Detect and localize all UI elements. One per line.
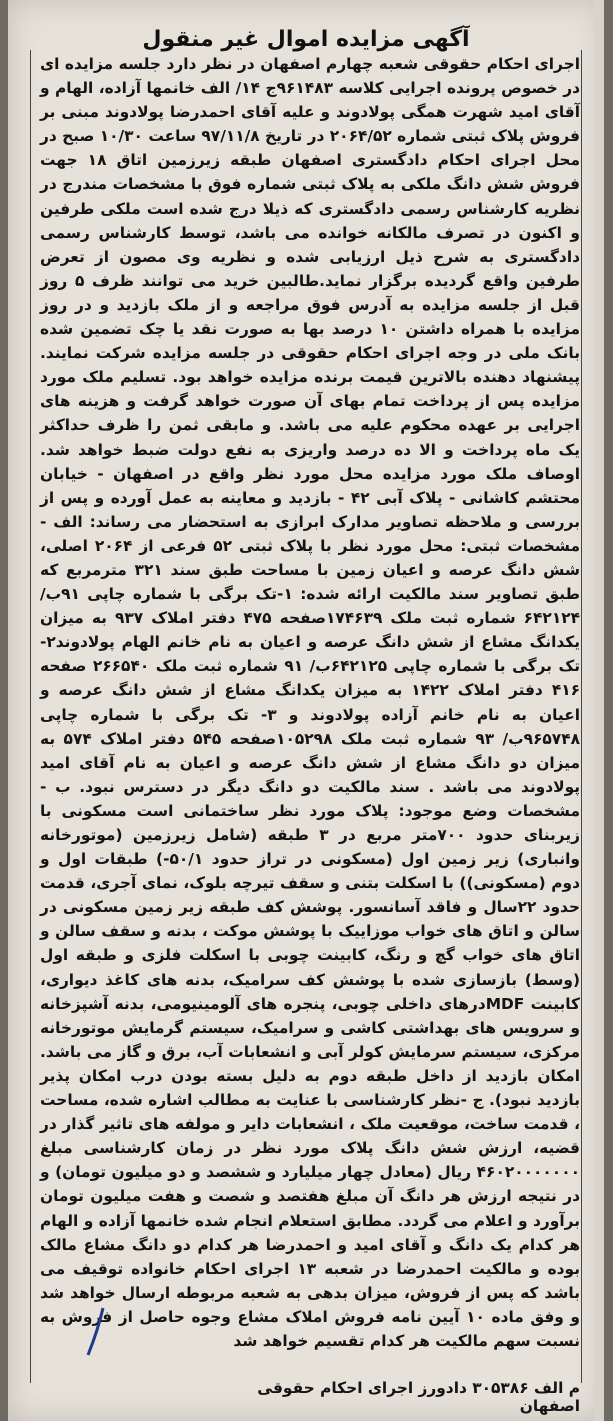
notice-footer: م الف ۳۰۵۳۸۶ دادورز اجرای احکام حقوقی اصفهان (257, 1379, 580, 1415)
adjacent-column-edge (594, 0, 604, 1421)
notice-body: اجرای احکام حقوقی شعبه چهارم اصفهان در نظر دارد جلسه مزایده ای در خصوص پرونده اجرایی کلاسه ۹۶۱۴۸۳ج ۱۴/ الف خانمها آزاده، الهام و آقای امید شهرت همگی پولادوند و علیه آقای احمدرضا پولادوند مبنی بر فروش پلاک ثبتی شماره ۲۰۶۴/۵۲ در تاریخ ۹۷/۱۱/۸ ساعت ۱۰/۳۰ صبح در محل اجرای احکام دادگستری اصفهان طبقه زیرزمین اتاق ۱۸ جهت فروش شش دانگ ملکی به پلاک ثبتی شماره فوق با مشخصات مندرج در نظریه کارشناس رسمی دادگستری که ذیلا درج شده است ملکی طرفین و اکنون در تصرف مالکانه خوانده می باشد، توسط کارشناس رسمی دادگستری به شرح ذیل ارزیابی شده و نظریه وی مصون از تعرض طرفین واقع گردیده برگزار نماید.طالبین خرید می توانند ظرف ۵ روز قبل از جلسه مزایده به آدرس فوق مراجعه و از ملک بازدید و در روز مزایده با همراه داشتن ۱۰ درصد بها به صورت نقد یا چک تضمین شده بانک ملی در وجه اجرای احکام حقوقی در جلسه مزایده شرکت نمایند. پیشنهاد دهنده بالاترین قیمت برنده مزایده خواهد بود. تسلیم ملک مورد مزایده پس از پرداخت تمام بهای آن صورت خواهد گرفت و هزینه های اجرایی بر عهده محکوم علیه می باشد. و مابقی ثمن را ظرف حداکثر یک ماه پرداخت و الا ده درصد واریزی به نفع دولت ضبط خواهد شد. اوصاف ملک مورد مزایده محل مورد نظر واقع در اصفهان - خیابان محتشم کاشانی - پلاک آبی ۴۲ - بازدید و معاینه به عمل آورده و پس از بررسی و ملاحظه تصاویر مدارک ابرازی به استحضار می رساند: الف - مشخصات ثبتی: محل مورد نظر با پلاک ثبتی ۵۲ فرعی از ۲۰۶۴ اصلی، شش دانگ عرصه و اعیان زمین با مساحت طبق سند ۳۲۱ مترمربع که طبق تصاویر سند مالکیت ارائه شده: ۱-تک برگی با شماره چاپی ۹۱ب/ ۶۴۲۱۲۴ شماره ثبت ملک ۱۷۴۶۳۹صفحه ۴۷۵ دفتر املاک ۹۳۷ به میزان یکدانگ مشاع از شش دانگ عرصه و اعیان به نام خانم الهام پولادوند۲- تک برگی با شماره چاپی ۶۴۲۱۲۵ب/ ۹۱ شماره ثبت ملک ۲۶۶۵۴۰ صفحه ۴۱۶ دفتر املاک ۱۴۲۲ به میزان یکدانگ مشاع از شش دانگ عرصه و اعیان به نام خانم آزاده پولادوند و ۳- تک برگی با شماره چاپی ۹۶۵۷۴۸ب/ ۹۳ شماره ثبت ملک ۱۰۵۲۹۸صفحه ۵۴۵ دفتر املاک ۵۷۴ به میزان دو دانگ مشاع از شش دانگ عرصه و اعیان به نام آقای امید پولادوند می باشد . سند مالکیت دو دانگ دیگر در دسترس نبود. ب - مشخصات وضع موجود: پلاک مورد نظر ساختمانی است مسکونی با زیربنای حدود ۷۰۰متر مربع در ۳ طبقه (شامل زیرزمین (موتورخانه وانباری) زیر زمین اول (مسکونی در تراز حدود ۵۰/۱-) طبقات اول و دوم (مسکونی)) با اسکلت بتنی و سقف تیرچه بلوک، نمای آجری، قدمت حدود ۲۲سال و فاقد آسانسور. پوشش کف طبقه زیر زمین مسکونی در سالن و اتاق های خواب موزاییک با پوشش موکت ، بدنه و سقف سالن و اتاق های خواب گچ و رنگ، کابینت چوبی با اسکلت فلزی و طبقه اول (وسط) بازسازی شده با پوشش کف سرامیک، بدنه های کاغذ دیواری، کابینت MDFدرهای داخلی چوبی، پنجره های آلومینیومی، بدنه آشپزخانه و سرویس های بهداشتی کاشی و سرامیک، سیستم گرمایش موتورخانه مرکزی، سیستم سرمایش کولر آبی و انشعابات آب، برق و گاز می باشد. امکان بازدید از داخل طبقه دوم به دلیل بسته بودن درب امکان پذیر بازدید نبود). ج -نظر کارشناسی با عنایت به مطالب اشاره شده، مساحت ، قدمت ساخت، موقعیت ملک ، انشعابات دایر و مولفه های تاثیر گذار در قضیه، ارزش شش دانگ پلاک مورد نظر در زمان کارشناسی مبلغ ۴۶۰۲۰۰۰۰۰۰۰ ریال (معادل چهار میلیارد و ششصد و دو میلیون تومان) و در نتیجه ارزش هر دانگ آن مبلغ هفتصد و شصت و هفت میلیون تومان برآورد و اعلام می گردد. مطابق استعلام انجام شده خانمها آزاده و الهام هر کدام یک دانگ و آقای امید و احمدرضا هر کدام دو دانگ مشاع مالک بوده و مالکیت احمدرضا در شعبه ۱۳ اجرای احکام خانواده توقیف می باشد که پس از فروش، میزان بدهی به شعبه مربوطه ارسال خواهد شد و وفق ماده ۱۰ آیین نامه فروش املاک مشاع وجوه حاصل از فروش به نسبت سهم مالکیت هر کدام تقسیم خواهد شد (40, 55, 581, 1350)
pen-stroke-mark (78, 1300, 138, 1360)
newspaper-clipping (8, 0, 604, 1421)
notice-title: آگهی مزایده اموال غیر منقول (142, 26, 470, 52)
